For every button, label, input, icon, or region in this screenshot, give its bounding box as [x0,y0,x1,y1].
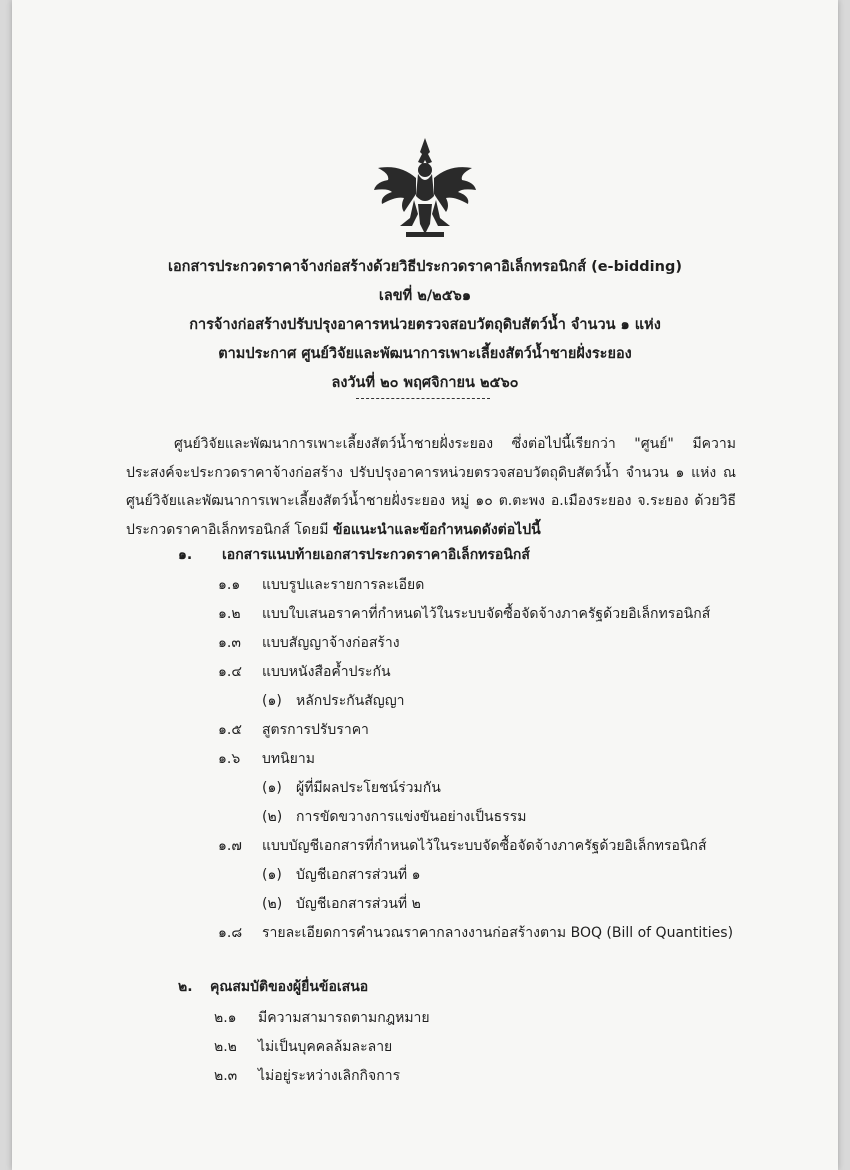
item-num: ๑.๕ [218,722,242,738]
subitem-num: (๑) [262,780,282,796]
item-text: แบบหนังสือค้ำประกัน [262,664,391,680]
subitem-text: ผู้ที่มีผลประโยชน์ร่วมกัน [296,780,441,796]
item-num: ๑.๓ [218,635,241,651]
item-text: รายละเอียดการคำนวณราคากลางงานก่อสร้างตาม BOQ (Bill of Quantities) [262,925,734,941]
item-text: มีความสามารถตามกฎหมาย [258,1010,430,1026]
document-title: เอกสารประกวดราคาจ้างก่อสร้างด้วยวิธีประกวดราคาอิเล็กทรอนิกส์ (e-bidding) [168,259,682,275]
garuda-emblem [370,134,480,244]
subitem-num: (๑) [262,693,282,709]
subitem-num: (๒) [262,896,283,912]
announcer-line: ตามประกาศ ศูนย์วิจัยและพัฒนาการเพาะเลี้ยงสัตว์น้ำชายฝั่งระยอง [218,346,632,362]
item-text: แบบใบเสนอราคาที่กำหนดไว้ในระบบจัดซื้อจัดจ้างภาครัฐด้วยอิเล็กทรอนิกส์ [262,606,711,622]
item-num: ๒.๓ [214,1068,238,1084]
item-num: ๑.๘ [218,925,243,941]
item-num: ๑.๒ [218,606,241,622]
item-text: แบบรูปและรายการละเอียด [262,577,425,593]
item-text: แบบบัญชีเอกสารที่กำหนดไว้ในระบบจัดซื้อจัดจ้างภาครัฐด้วยอิเล็กทรอนิกส์ [262,838,707,854]
subitem-text: บัญชีเอกสารส่วนที่ ๒ [296,896,421,912]
intro-bold-tail: ข้อแนะนำและข้อกำหนดดังต่อไปนี้ [332,521,541,538]
item-num: ๑.๖ [218,751,241,767]
section-1-number: ๑. [178,547,193,563]
subitem-text: บัญชีเอกสารส่วนที่ ๑ [296,867,421,883]
item-text: ไม่เป็นบุคคลล้มละลาย [258,1039,393,1055]
header-divider [356,398,490,399]
subitem-text: การขัดขวางการแข่งขันอย่างเป็นธรรม [296,809,527,825]
section-2-title: คุณสมบัติของผู้ยื่นข้อเสนอ [210,979,369,995]
intro-text: ศูนย์วิจัยและพัฒนาการเพาะเลี้ยงสัตว์น้ำชายฝั่งระยอง ซึ่งต่อไปนี้เรียกว่า "ศูนย์" มีความประสงค์จะประกวดราคาจ้างก่อสร้าง ปรับปรุงอาคารหน่วยตรวจสอบวัตถุดิบสัตว์น้ำ จำนวน ๑ แห่ง ณ ศูนย์วิจัยและพัฒนาการเพาะเลี้ยงสัตว์น้ำชายฝั่งระยอง หมู่ ๑๐ ต.ตะพง อ.เมืองระยอง จ.ระยอง ด้วยวิธีประกวดราคาอิเล็กทรอนิกส์ โดยมี [126,436,736,538]
subitem-num: (๒) [262,809,283,825]
subitem-num: (๑) [262,867,282,883]
item-text: สูตรการปรับราคา [262,722,369,738]
item-text: ไม่อยู่ระหว่างเลิกกิจการ [258,1068,401,1084]
item-num: ๒.๒ [214,1039,237,1055]
item-text: แบบสัญญาจ้างก่อสร้าง [262,635,400,651]
section-1-title: เอกสารแนบท้ายเอกสารประกวดราคาอิเล็กทรอนิกส์ [222,547,530,563]
document-number: เลขที่ ๒/๒๕๖๑ [378,288,472,304]
section-2-number: ๒. [178,979,193,995]
item-num: ๑.๔ [218,664,242,680]
intro-paragraph [126,430,736,544]
item-num: ๑.๗ [218,838,242,854]
item-num: ๑.๑ [218,577,241,593]
item-num: ๒.๑ [214,1010,237,1026]
document-date: ลงวันที่ ๒๐ พฤศจิกายน ๒๕๖๐ [331,375,519,391]
item-text: บทนิยาม [262,751,315,767]
subitem-text: หลักประกันสัญญา [296,693,405,709]
document-subject: การจ้างก่อสร้างปรับปรุงอาคารหน่วยตรวจสอบวัตถุดิบสัตว์น้ำ จำนวน ๑ แห่ง [189,317,661,333]
